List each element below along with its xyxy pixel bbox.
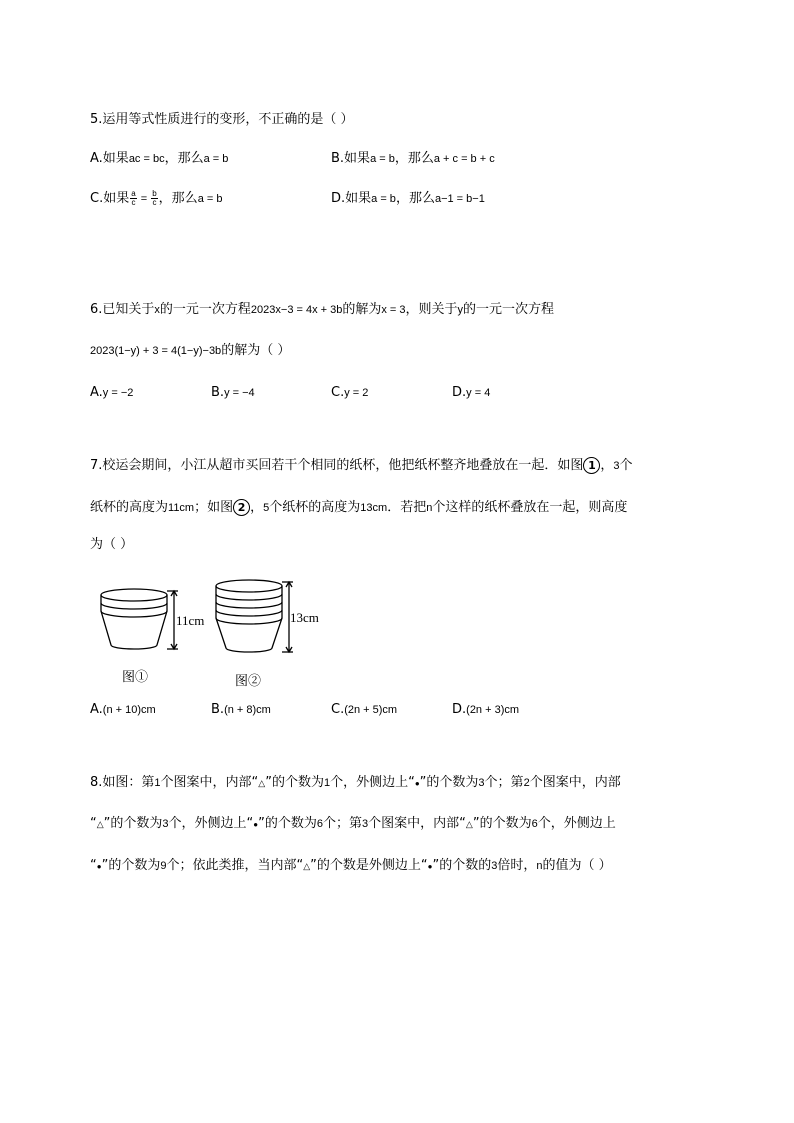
q6-option-b: B.y = −4: [211, 385, 255, 400]
figure-2-five-cups: [213, 577, 333, 692]
q6-option-c: C.y = 2: [331, 385, 369, 400]
triangle-icon: △: [465, 819, 473, 829]
fraction-b-over-c: $\frac{b}{c}$: [152, 189, 157, 207]
q8-stem-line3: “●”的个数为9个；依此类推，当内部“△”的个数是外侧边上“●”的个数的3倍时，n的值为（ ）: [90, 858, 612, 873]
q7-stem-line3: 为（ ）: [90, 537, 134, 552]
q5-option-d: D.如果a = b，那么a−1 = b−1: [331, 191, 485, 206]
q5-stem: 5.运用等式性质进行的变形，不正确的是（ ）: [90, 112, 354, 127]
dot-icon: ●: [96, 862, 102, 871]
triangle-icon: △: [303, 861, 311, 871]
q6-option-d: D.y = 4: [452, 385, 491, 400]
q7-option-d: D.(2n + 3)cm: [452, 702, 520, 717]
q5-option-a: A.如果ac = bc，那么a = b: [90, 151, 229, 166]
dot-icon: ●: [253, 820, 259, 829]
figure-1-height-label: 11cm: [176, 613, 205, 628]
figure-2-caption: 图②: [235, 673, 262, 688]
q6-stem-line1: 6.已知关于x的一元一次方程2023x−3 = 4x + 3b的解为x = 3，则关于y的一元一次方程: [90, 302, 555, 317]
q7-option-a: A.(n + 10)cm: [90, 702, 156, 717]
q6-stem-line2: 2023(1−y) + 3 = 4(1−y)−3b的解为（ ）: [90, 343, 291, 358]
circled-number-2: 2: [233, 499, 250, 516]
q7-option-c: C.(2n + 5)cm: [331, 702, 398, 717]
fraction-a-over-c: $\frac{a}{c}$: [131, 189, 136, 207]
circled-number-1: 1: [583, 457, 600, 474]
q6-option-a: A.y = −2: [90, 385, 134, 400]
q8-stem-line2: “△”的个数为3个，外侧边上“●”的个数为6个；第3个图案中，内部“△”的个数为6个，外侧边上: [90, 816, 616, 831]
triangle-icon: △: [96, 819, 104, 829]
triangle-icon: △: [258, 778, 266, 788]
q7-stem-line2: 纸杯的高度为11cm；如图 2 ，5个纸杯的高度为13cm．若把n个这样的纸杯叠放在一起，则高度: [90, 500, 628, 515]
q8-stem-line1: 8.如图：第1个图案中，内部“△”的个数为1个，外侧边上“●”的个数为3个；第2个图案中，内部: [90, 775, 621, 790]
q5-option-b: B.如果a = b，那么a + c = b + c: [331, 151, 495, 166]
dot-icon: ●: [414, 779, 420, 788]
dot-icon: ●: [427, 862, 433, 871]
q7-option-b: B.(n + 8)cm: [211, 702, 271, 717]
figure-2-height-label: 13cm: [290, 610, 319, 625]
figure-1-caption: 图①: [122, 669, 149, 684]
q5-option-c: C.如果 $\frac{a}{c}$ = $\frac{b}{c}$ ，那么a = b: [90, 189, 223, 207]
figure-1-three-cups: [98, 585, 218, 695]
q7-stem-line1: 7.校运会期间，小江从超市买回若干个相同的纸杯，他把纸杯整齐地叠放在一起．如图 1 ，3个: [90, 458, 633, 473]
